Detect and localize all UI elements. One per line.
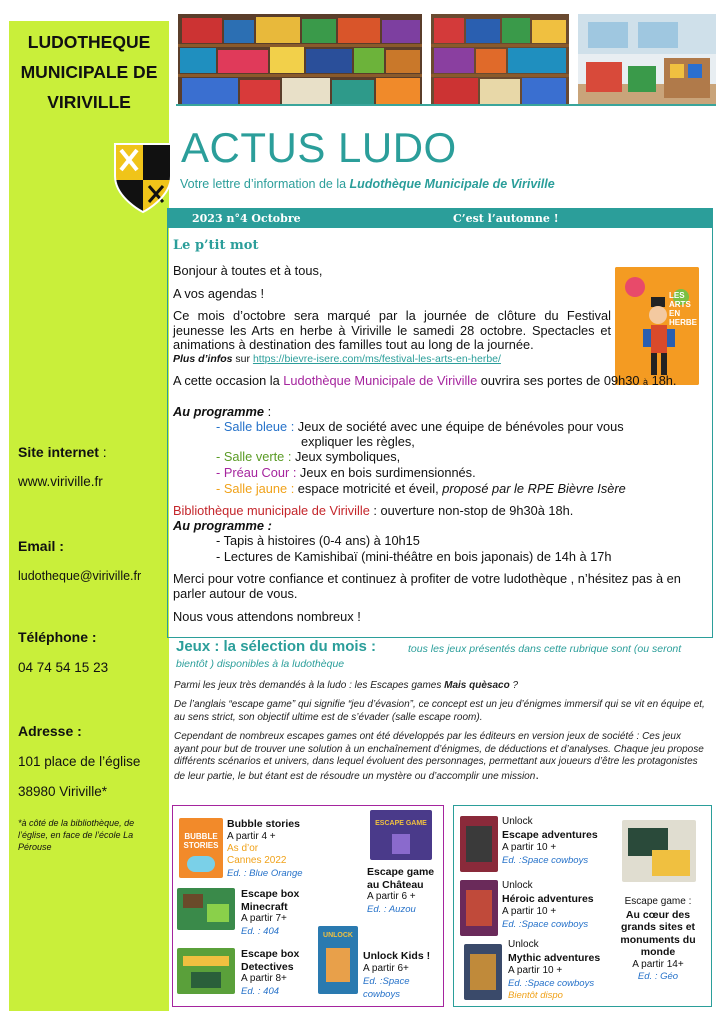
salle-bleue: - Salle bleue : Jeux de société avec une équipe de bénévoles pour vous: [216, 419, 624, 434]
game-unlock-kids-age: A partir 6+: [363, 963, 409, 974]
game-escape-detectives: Escape box Detectives: [241, 948, 300, 973]
photo-game-shelves-1: [178, 14, 422, 106]
site-label: Site internet :: [18, 444, 107, 460]
game-escape-chateau-editor: Ed. : Auzou: [367, 904, 416, 915]
game-escape-chateau: Escape game au Château: [367, 866, 435, 891]
cover-escape-geo: [622, 820, 696, 882]
festival-text: Ce mois d’octobre sera marqué par la journée de clôture du Festival jeunesse les Arts en herbe à Viriville le samedi 28 octobre. Spectacles et animations à destination des familles tout au long de la journée.: [173, 308, 611, 352]
programme-heading: Au programme :: [173, 404, 272, 419]
site-link[interactable]: www.viriville.fr: [18, 474, 103, 489]
game-unlock-mythic-pre: Unlock: [508, 939, 539, 950]
festival-poster: [615, 267, 699, 385]
cover-unlock-escape: [460, 816, 498, 872]
attendons: Nous vous attendons nombreux !: [173, 609, 361, 624]
game-unlock-heroic-editor: Ed. :Space cowboys: [502, 919, 589, 930]
cover-bubble-stories: BUBBLE STORIES: [179, 818, 223, 878]
address-line-2: 38980 Viriville*: [18, 784, 108, 799]
selection-para-3: Cependant de nombreux escapes games ont été développés par les éditeurs en version jeux de société : Ces jeux ayant pour but de trouver une solution à un enchaînement d’énigmes, de déductions et d’analyses. Chaque jeu propose différents scénarios et univers, dans lequel évoluent des personnages, permettant aux joueurs d’être les protagonistes de leur partie, le but étant est de résoudre un mystère ou d’accomplir une mission.: [174, 731, 704, 782]
newsletter-title: ACTUS LUDO: [181, 124, 457, 171]
game-escape-minecraft-age: A partir 7+: [241, 913, 287, 924]
game-escape-detectives-editor: Ed. : 404: [241, 986, 280, 997]
games-box-right: [453, 805, 712, 1007]
salle-verte: - Salle verte : Jeux symboliques,: [216, 449, 401, 464]
programme-heading-2: Au programme :: [173, 518, 272, 533]
greeting: Bonjour à toutes et à tous,: [173, 263, 323, 278]
game-bubble-stories-age: A partir 4 +: [227, 831, 276, 842]
game-unlock-escape: Escape adventures: [502, 829, 598, 841]
cover-escape-game-chateau: ESCAPE GAME: [370, 810, 432, 860]
preau-cour: - Préau Cour : Jeux en bois surdimensionnés.: [216, 465, 476, 480]
sidebar: [9, 21, 169, 1011]
sidebar-title-line-2: MUNICIPALE DE: [20, 62, 158, 82]
selection-note: tous les jeux présentés dans cette rubrique sont (ou seront bientôt ) disponibles à la ludothèque: [176, 643, 682, 670]
cover-unlock-heroic: [460, 880, 498, 936]
poster-text: LES ARTS EN HERBE: [669, 291, 698, 327]
game-unlock-mythic: Mythic adventures: [508, 952, 601, 964]
game-unlock-heroic-age: A partir 10 +: [502, 906, 557, 917]
issue-bar: [168, 209, 712, 228]
game-unlock-escape-age: A partir 10 +: [502, 842, 557, 853]
game-unlock-escape-editor: Ed. :Space cowboys: [502, 855, 589, 866]
game-escape-detectives-age: A partir 8+: [241, 973, 287, 984]
issue-season: C’est l’automne !: [453, 212, 559, 225]
phone-value: 04 74 54 15 23: [18, 660, 109, 675]
sidebar-title-line-1: LUDOTHEQUE: [27, 32, 151, 52]
selection-para-2: De l’anglais “escape game” qui signifie “jeu d’évasion”, ce concept est un jeu d’énigmes immersif qui se vit en équipe et, au sens strict, son objectif ultime est de s’évader (salle escape room).: [174, 699, 705, 723]
email-label: Email :: [18, 538, 64, 554]
game-bubble-stories-editor: Ed. : Blue Orange: [227, 868, 303, 879]
cover-unlock-mythic: [464, 944, 502, 1000]
occasion-text: A cette occasion la Ludothèque Municipale de Viriville ouvrira ses portes de 09h30 à 18h.: [173, 373, 677, 388]
cover-escape-box-minecraft: [177, 888, 235, 930]
photo-play-room: [578, 14, 716, 106]
games-box-left: [172, 805, 444, 1007]
email-link[interactable]: ludotheque@viriville.fr: [18, 569, 142, 583]
game-escape-chateau-age: A partir 6 +: [367, 891, 416, 902]
photo-game-shelves-2: [431, 14, 569, 106]
coat-of-arms-icon: [113, 140, 173, 216]
game-unlock-escape-pre: Unlock: [502, 816, 533, 827]
salle-jaune: - Salle jaune : espace motricité et éveil, proposé par le RPE Bièvre Isère: [216, 481, 626, 496]
game-escape-minecraft: Escape box Minecraft: [241, 888, 300, 913]
address-line-1: 101 place de l’église: [18, 754, 141, 769]
bibliotheque: Bibliothèque municipale de Viriville : ouverture non-stop de 9h30à 18h.: [173, 503, 574, 518]
issue-number: 2023 n°4 Octobre: [192, 212, 301, 225]
game-bubble-stories: Bubble stories: [227, 818, 300, 830]
selection-title: Jeux : la sélection du mois :: [176, 638, 377, 655]
selection-para-1: Parmi les jeux très demandés à la ludo : les Escapes games Mais quèsaco ?: [174, 680, 519, 691]
festival-link[interactable]: https://bievre-isere.com/ms/festival-les-arts-en-herbe/: [252, 353, 501, 365]
game-bubble-stories-award-2: Cannes 2022: [227, 855, 287, 866]
merci: Merci pour votre confiance et continuez à profiter de votre ludothèque , n’hésitez pas à en parler autour de vous.: [173, 571, 681, 601]
sidebar-title-line-3: VIRIVILLE: [47, 92, 131, 112]
game-unlock-mythic-editor: Ed. :Space cowboys: [508, 978, 595, 989]
salle-bleue-2: expliquer les règles,: [301, 434, 415, 449]
game-unlock-kids-editor: Ed. :Space cowboys: [363, 976, 410, 1000]
game-bubble-stories-award: As d’or: [227, 843, 259, 854]
game-unlock-kids: Unlock Kids !: [363, 950, 431, 962]
game-unlock-mythic-availability: Bientôt dispo: [508, 990, 563, 1001]
cover-unlock-kids: UNLOCK: [318, 926, 358, 994]
agenda: A vos agendas !: [173, 286, 265, 301]
game-unlock-heroic-pre: Unlock: [502, 880, 533, 891]
tapis: - Tapis à histoires (0-4 ans) à 10h15: [216, 533, 420, 548]
game-unlock-mythic-age: A partir 10 +: [508, 965, 563, 976]
ptit-mot-section: [167, 208, 713, 638]
game-unlock-heroic: Héroic adventures: [502, 893, 594, 905]
lectures: - Lectures de Kamishibaï (mini-théâtre en bois japonais) de 14h à 17h: [216, 549, 612, 564]
phone-label: Téléphone :: [18, 629, 97, 645]
cover-escape-box-detectives: [177, 948, 235, 994]
header-divider: [176, 104, 716, 106]
more-info: Plus d’infos sur https://bievre-isere.com/ms/festival-les-arts-en-herbe/: [173, 353, 501, 365]
newsletter-subtitle: Votre lettre d’information de la Ludothèque Municipale de Viriville: [180, 177, 555, 191]
address-note: *à côté de la bibliothèque, de l’église, en face de l’école La Pérouse: [18, 818, 135, 852]
ptit-mot-heading: Le p’tit mot: [173, 238, 259, 253]
sidebar-title: [9, 21, 169, 117]
address-label: Adresse :: [18, 723, 82, 739]
game-escape-geo: Escape game : Au cœur des grands sites et monuments du monde A partir 14+ Ed. : Géo: [620, 896, 696, 982]
game-escape-minecraft-editor: Ed. : 404: [241, 926, 280, 937]
